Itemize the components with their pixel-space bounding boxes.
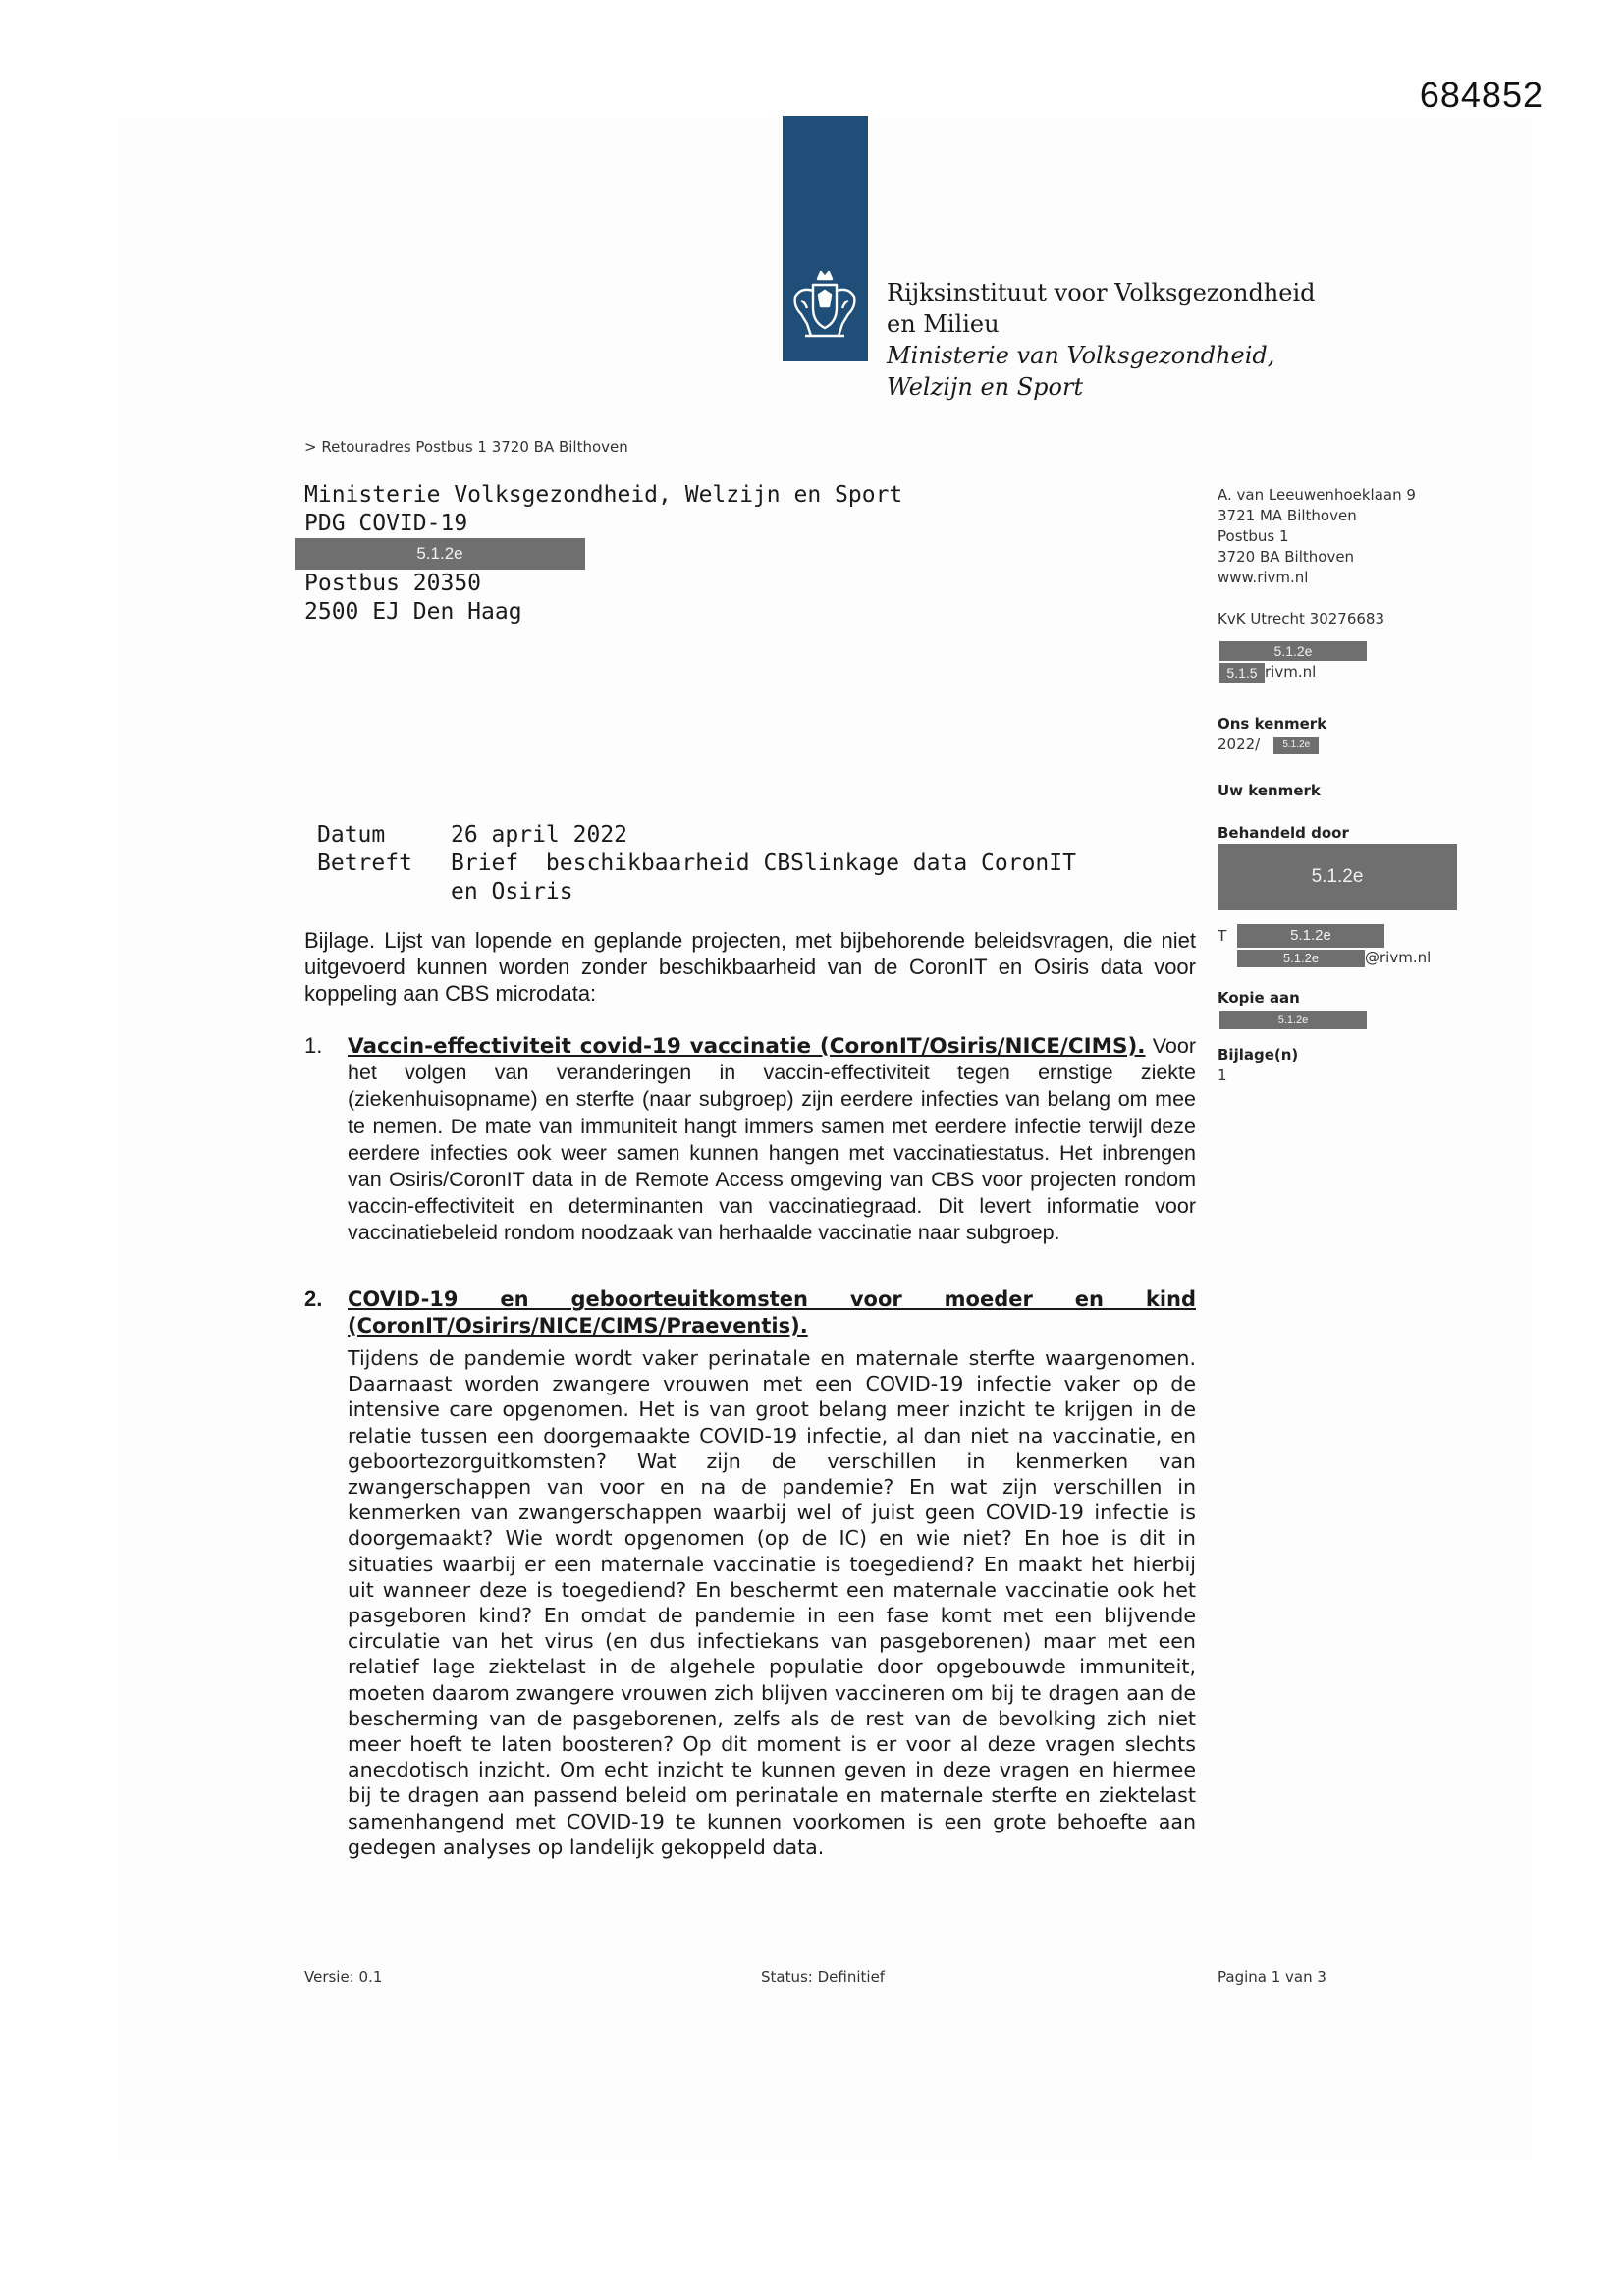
item-number: 2. [304,1286,323,1311]
redaction-box: 5.1.2e [1273,737,1319,754]
intro-paragraph: Bijlage. Lijst van lopende en geplande projecten, met bijbehorende beleidsvragen, die niet uitgevoerd kunnen worden zonder beschikbaarheid van de CoronIT en Osiris data voor koppeling aan CBS microdata: [304,928,1196,1006]
footer-status: Status: Definitief [761,1968,886,1986]
item-title: Vaccin-effectiviteit covid-19 vaccinatie (CoronIT/Osiris/NICE/CIMS). [348,1034,1146,1059]
kopie-aan-label: Kopie aan [1218,989,1300,1007]
item-title-line-2: (CoronIT/Osirirs/NICE/CIMS/Praeventis). [348,1314,808,1338]
uw-kenmerk-label: Uw kenmerk [1218,782,1321,799]
bijlage-value: 1 [1218,1066,1227,1084]
telephone-row [1218,924,1453,948]
item-text: Tijdens de pandemie wordt vaker perinatale en maternale sterfte waargenomen. Daarnaast worden zwangere vrouwen met een COVID-19 infectie vaker op de intensive care opgenomen. Het is van groot belang meer inzicht te krijgen in de relatie tussen een doorgemaakte COVID-19 infectie, al dan niet na vaccinatie, en geboortezorguitkomsten? Wat zijn de verschillen in kenmerken van zwangerschappen van voor en na de pandemie? En wat zijn verschillen in kenmerken van zwangerschappen waarbij wel of juist geen COVID-19 infectie is doorgemaakt? Wie wordt opgenomen (op de IC) en wie niet? En hoe is dit in situaties waarbij er een maternale vaccinatie is toegediend? En maakt het hierbij uit wanneer deze is toegediend? En beschermt een maternale vaccinatie ook het pasgeboren kind? En omdat de pandemie in een fase komt met een blijvende circulatie van het virus (en dus infectiekans van pasgeborenen) maar met een relatief lage ziektelast in de algehele populatie door opgebouwde immuniteit, moeten daarom zwangere vrouwen zich blijven vaccineren om bij te dragen aan de bescherming van de pasgeborenen, zelfs als de rest van de bevolking zich niet meer hoeft te laten boosteren? Op dit moment is er voor al deze vragen slechts anecdotisch inzicht. Om echt inzicht te kunnen geven in deze vragen en hiermee bij te dragen aan passend beleid om perinatale en maternale sterfte en ziektelast samenhangend met COVID-19 te kunnen voorkomen is een grote behoefte aan gedegen analyses op landelijk gekoppeld data. [348,1346,1196,1859]
ons-kenmerk-prefix: 2022/ [1218,736,1261,753]
redaction-box: 5.1.2e [1219,1011,1367,1029]
sender-address-1: A. van Leeuwenhoeklaan 9 [1218,486,1416,504]
document-number: 684852 [1419,75,1543,115]
contact-email-suffix: rivm.nl [1265,663,1317,681]
list-item [304,1286,1196,1860]
ministry-line-2: Welzijn en Sport [887,373,1084,401]
item-number: 1. [304,1033,323,1058]
email-row [1218,948,1453,968]
item-title-line-1: COVID-19 en geboorteuitkomsten voor moeder en kind [348,1287,1196,1311]
org-line-2: en Milieu [887,310,1000,338]
ministry-line-1: Ministerie van Volksgezondheid, [887,342,1275,369]
item-text: Voor het volgen van veranderingen in vaccin-effectiviteit tegen ernstige ziekte (ziekenhuisopname) en sterfte (naar subgroep) zijn eerdere infecties van belang om mee te nemen. De mate van immuniteit hangt immers samen met eerdere infectie terwijl deze eerdere infecties ook weer samen kunnen hangen met vaccinatiestatus. Het inbrengen van Osiris/CoronIT data in de Remote Access omgeving van CBS voor projecten rondom vaccin-effectiviteit en determinanten van vaccinatiegraad. Dit levert informatie voor vaccinatiebeleid rondom noodzaak van herhaalde vaccinatie naar subgroep. [348,1034,1196,1245]
telephone-label: T [1218,926,1227,945]
sender-address-3: Postbus 1 [1218,527,1289,545]
sender-website: www.rivm.nl [1218,569,1309,586]
sender-address-2: 3721 MA Bilthoven [1218,507,1357,524]
redaction-box: 5.1.2e [295,538,585,570]
betreft-label: Betreft [317,850,412,876]
sender-address-4: 3720 BA Bilthoven [1218,548,1355,566]
betreft-value-line-1: Brief beschikbaarheid CBSlinkage data CoronIT [451,850,1076,876]
betreft-value-line-2: en Osiris [451,879,573,904]
footer-page-number: Pagina 1 van 3 [1218,1968,1326,1986]
letter-meta [317,821,1076,906]
recipient-line-1: Ministerie Volksgezondheid, Welzijn en Sport [304,482,903,508]
ons-kenmerk-value [1218,735,1453,755]
redaction-box: 5.1.2e [1219,641,1367,661]
datum-value: 26 april 2022 [451,822,628,847]
recipient-line-4: Postbus 20350 [304,571,482,596]
organisation-name [887,277,1316,403]
footer-version: Versie: 0.1 [304,1968,383,1986]
recipient-address [304,481,902,627]
bijlage-label: Bijlage(n) [1218,1046,1299,1064]
email-suffix: @rivm.nl [1365,949,1432,966]
sender-sidebar [1218,485,1453,1086]
behandeld-door-label: Behandeld door [1218,824,1349,842]
return-address: > Retouradres Postbus 1 3720 BA Bilthoven [304,438,628,456]
recipient-line-2: PDG COVID-19 [304,511,468,536]
redaction-box: 5.1.2e [1218,844,1457,910]
redaction-box: 5.1.5 [1219,663,1265,683]
crest-icon [785,267,864,344]
org-line-1: Rijksinstituut voor Volksgezondheid [887,279,1316,306]
contact-email [1218,662,1453,683]
ons-kenmerk-label: Ons kenmerk [1218,715,1327,733]
kvk-number: KvK Utrecht 30276683 [1218,610,1384,628]
redaction-box: 5.1.2e [1237,950,1365,967]
redaction-box: 5.1.2e [1237,924,1384,948]
recipient-line-5: 2500 EJ Den Haag [304,599,522,625]
datum-label: Datum [317,822,386,847]
list-item [304,1033,1196,1247]
